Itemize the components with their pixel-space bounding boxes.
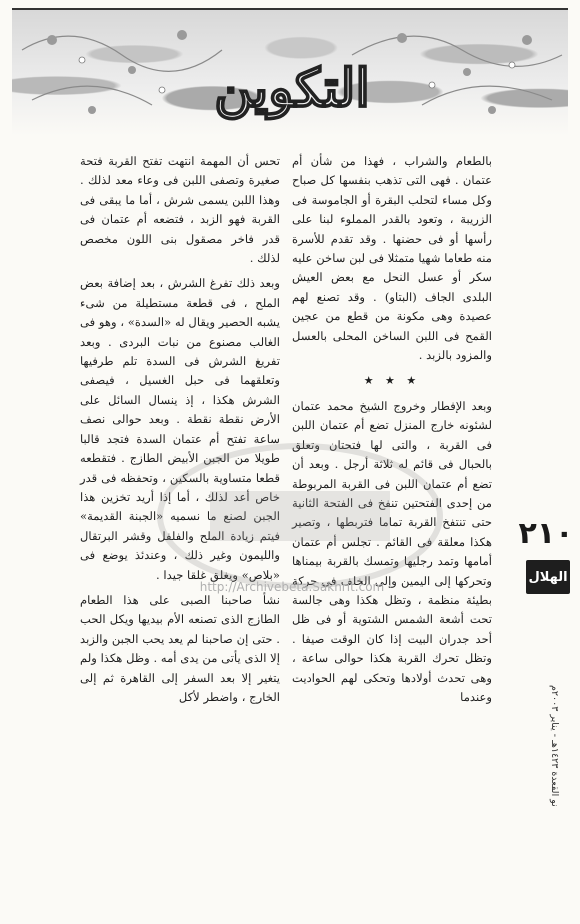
paragraph: بالطعام والشراب ، فهذا من شأن أم عتمان . فهى التى تذهب بنفسها كل صباح وكل مساء لتحلب البقرة أو الجاموسة فى الزريبة ، وتعود بالقدر المملوء لبنا على رأسها أو فى حضنها . وقد تقدم للأسرة منه طعاما شهيا متمثلا فى لبن ساخن عليه سكر أو عسل النحل مع بعض العيش البلدى الجاف (البتاو) . وقد تصنع لهم عصيدة وهى مكونة من قطع من عجين القمح فى اللبن الساخن المحلى بالعسل والمزود بالزبد . xyxy=(292,154,492,363)
magazine-logo: الهلال xyxy=(526,560,570,594)
issue-date: نو القعدة ١٤٢٣هـ - يناير ٢٠٠٣م xyxy=(549,685,560,807)
section-title: التكوين xyxy=(214,58,370,119)
page-number: ٢١٠ xyxy=(518,516,574,551)
article-column-right xyxy=(292,152,492,713)
paragraph: نشأ صاحبنا الصبى على هذا الطعام الطازج الذى تصنعه الأم بيديها ويكل الحب . حتى إن صاحبنا لم يعد يحب الجبن والزبد إلا الذى يأتى من يدى أمه . وظل هكذا ولم يتغير إلا بعد السفر إلى القاهرة ثم إلى الخارج ، واضطر لأكل xyxy=(80,592,280,704)
paragraph: تحس أن المهمة انتهت تفتح القربة فتحة صغيرة وتصفى اللبن فى وعاء معد لذلك . وهذا اللبن يسمى شرش ، أما ما يبقى فى القربة فهو الزبد ، فتضعه أم عتمان فى قدر فاخر مصقول بنى اللون مخصص لذلك . xyxy=(80,154,280,266)
paragraph: وبعد الإفطار وخروج الشيخ محمد عتمان لشئونه خارج المنزل تضع أم عتمان اللبن فى القربة ، والتى لها فتحتان وتعلق بالحبال فى قائم له ثلاثة أرجل . وبعد أن تضع أم عتمان اللبن فى القربة المربوطة من إحدى الفتحتين تنفخ فى الفتحة الثانية حتى تنتفخ القربة تماما فتربطها ، وتصير هكذا معلقة فى القائم . تجلس أم عتمان أمامها وتمد رجليها وتمسك بالقربة بيمناها وتحركها إلى اليمين وإلى الخلف فى حركة بطيئة منظمة ، وتظل هكذا وهى جالسة تحت أشعة الشمس الشتوية أو فى ظل أحد جدران البيت إذا كان الوقت صيفا . وتظل تحرك القربة هكذا حوالى ساعة ، وهى تحدث أولادها وتحكى لهم الحواديت وعندما xyxy=(292,398,492,704)
section-divider-stars: ★ ★ ★ xyxy=(363,374,421,388)
header-banner xyxy=(12,8,568,136)
watermark-url: http://Archivebeta.Sakhrit.com xyxy=(199,580,385,594)
article-column-left xyxy=(80,152,280,713)
paragraph: وبعد ذلك تفرغ الشرش ، بعد إضافة بعض الملح ، فى قطعة مستطيلة من شىء يشبه الحصير ويقال له «السدة» ، وهو فى الغالب مصنوع من نبات البردى . وبعد تفريغ الشرش فى السدة تلم طرفيها وتعلقهما فى حبل الغسيل ، فيصفى الشرش هكذا ، إذ ينسال السائل على الأرض نقطة نقطة . وبعد حوالى نصف ساعة تفتح أم عتمان السدة فتجد قالبا طويلا من الجبن الأبيض الطازج . فتقطعه قطعا متساوية بالسكين ، وتحفظه فى قدر خاص أعد لذلك ، أما إذا أريد تخزين هذا الجبن لصنع ما نسميه «الجبنة القديمة» فيتم زيادة الملح والفلفل وقشر البرتقال والليمون وغير ذلك ، وعندئذ يوضع فى «بلاص» ويغلق غلقا جيدا . xyxy=(80,276,280,582)
